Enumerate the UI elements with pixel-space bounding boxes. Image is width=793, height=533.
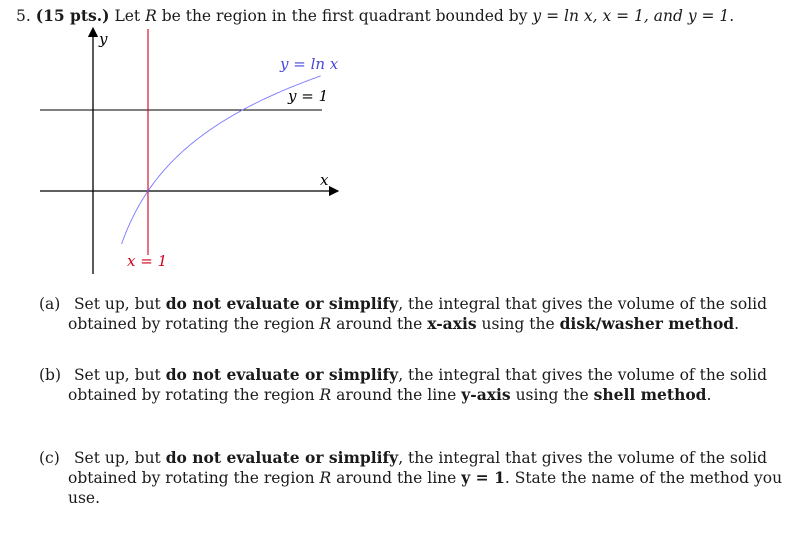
region-variable: R	[145, 7, 157, 25]
part-text: using the	[515, 386, 589, 404]
hline-label: y = 1	[288, 87, 329, 105]
part-text: .	[706, 386, 712, 404]
part-a	[39, 294, 768, 334]
part-text: use.	[68, 489, 101, 507]
part-text: Set up, but	[73, 449, 161, 467]
region-variable: R	[319, 386, 332, 404]
part-label: (c)	[39, 449, 60, 467]
problem-intro: Let	[114, 7, 141, 25]
problem-bounds: y = ln x, x = 1, and y = 1.	[532, 7, 735, 25]
y-axis-label: y	[99, 30, 108, 48]
curve-label: y = ln x	[280, 55, 339, 73]
part-bold-text: do not evaluate or simplify	[165, 448, 399, 467]
part-text: obtained by rotating the region	[68, 469, 315, 487]
part-text: . State the name of the method you	[504, 469, 783, 487]
part-text: , the integral that gives the volume of the solid	[398, 449, 768, 467]
part-bold-text: do not evaluate or simplify	[165, 294, 399, 313]
part-c	[39, 448, 783, 508]
axis-name: x-axis	[427, 314, 477, 333]
part-text: around the	[336, 315, 423, 333]
region-variable: R	[319, 469, 332, 487]
part-text: obtained by rotating the region	[68, 386, 315, 404]
region-variable: R	[319, 315, 332, 333]
method-name: disk/washer method	[559, 314, 735, 333]
problem-points: (15 pts.)	[35, 6, 110, 25]
part-text: around the line	[336, 469, 457, 487]
part-label: (a)	[39, 295, 61, 313]
method-name: shell method	[593, 385, 707, 404]
part-bold-text: do not evaluate or simplify	[165, 365, 399, 384]
part-text: around the line	[336, 386, 457, 404]
part-label: (b)	[39, 366, 62, 384]
part-text: , the integral that gives the volume of the solid	[398, 295, 768, 313]
axis-name: y-axis	[461, 385, 511, 404]
part-b	[39, 365, 768, 405]
x-axis-label: x	[320, 171, 329, 189]
part-text: , the integral that gives the volume of the solid	[398, 366, 768, 384]
part-text: Set up, but	[73, 295, 161, 313]
part-text: using the	[481, 315, 555, 333]
vline-label: x = 1	[127, 252, 168, 270]
line-name: y = 1	[461, 468, 505, 487]
part-text: .	[734, 315, 740, 333]
problem-description: be the region in the first quadrant bounded by	[161, 7, 528, 25]
part-text: Set up, but	[73, 366, 161, 384]
part-text: obtained by rotating the region	[68, 315, 315, 333]
problem-number: 5.	[16, 7, 31, 25]
